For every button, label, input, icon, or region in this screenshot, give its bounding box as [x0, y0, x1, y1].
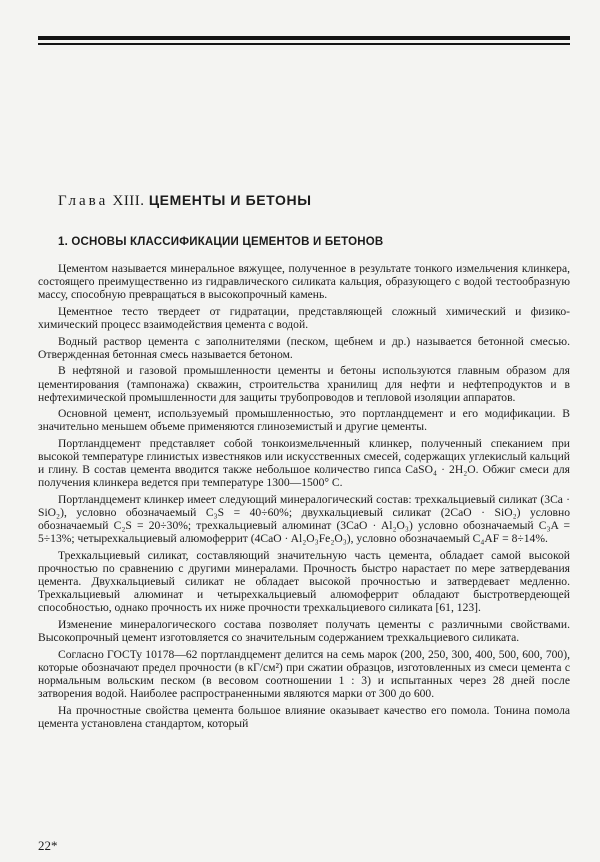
body-text: [38, 262, 570, 734]
chapter-title: ЦЕМЕНТЫ И БЕТОНЫ: [148, 192, 312, 208]
chapter-prefix: Глава: [58, 193, 109, 209]
paragraph: Изменение минералогического состава позволяет получать цементы с различными свойствами. Высокопрочный цемент изготовляется со значительным содержанием трехкальциевого силиката.: [38, 618, 570, 645]
paragraph: Цементом называется минеральное вяжущее, полученное в результате тонкого измельчения клинкера, состоящего преимущественно из гидравлического силиката кальция, образующего с водой тестообразную массу, способную превращаться в высокопрочный камень.: [38, 262, 570, 302]
section-heading: 1. ОСНОВЫ КЛАССИФИКАЦИИ ЦЕМЕНТОВ И БЕТОНОВ: [58, 236, 384, 248]
paragraph: Водный раствор цемента с заполнителями (песком, щебнем и др.) называется бетонной смесью. Отвержденная бетонная смесь называется бетоном.: [38, 334, 570, 361]
paragraph: Цементное тесто твердеет от гидратации, представляющей сложный химический и физико-химический процесс взаимодействия цемента с водой.: [38, 304, 570, 331]
chapter-number: XIII.: [112, 193, 145, 209]
paragraph: Портландцемент клинкер имеет следующий минералогический состав: трехкальциевый силикат (3Ca · SiO₂), условно обозначаемый C₃S = 40÷60%; двухкальциевый силикат (2CaO · SiO₂) условно обозначаемый C₂S = 20÷30%; трехкальциевый алюминат (3CaO · Al₂O₃) условно обозначаемый C₃A = 5÷13%; четырехкальциевый алюмоферрит (4CaO · Al₂O₃Fe₂O₃), условно обозначаемый C₄AF = 8÷14%.: [38, 493, 570, 546]
chapter-heading: [58, 192, 312, 210]
header-rule-thin: [38, 43, 570, 45]
header-rule-thick: [38, 36, 570, 40]
paragraph: На прочностные свойства цемента большое влияние оказывает качество его помола. Тонина помола цемента установлена стандартом, который: [38, 703, 570, 730]
page-number: 22*: [38, 838, 58, 853]
paragraph: В нефтяной и газовой промышленности цементы и бетоны используются главным образом для цементирования (тампонажа) скважин, строительства хранилищ для нефти и нефтепродуктов и в нефтехимической промышленности для защиты трубопроводов и тепловой изоляции аппаратов.: [38, 364, 570, 404]
paragraph: Трехкальциевый силикат, составляющий значительную часть цемента, обладает самой высокой прочностью по сравнению с другими минералами. Прочность быстро нарастает по мере затвердевания цемента. Двухкальциевый силикат не обладает высокой прочностью и затвердевает медленно. Трехкальциевый алюминат и четырехкальциевый алюмоферрит обладают быстротвердеющей способностью, однако прочность их ниже прочности трехкальциевого силиката [61, 123].: [38, 549, 570, 615]
paragraph: Основной цемент, используемый промышленностью, это портландцемент и его модификации. В значительно меньшем объеме применяются глиноземистый и другие цементы.: [38, 407, 570, 434]
paragraph: Согласно ГОСТу 10178—62 портландцемент делится на семь марок (200, 250, 300, 400, 500, 600, 700), которые обозначают предел прочности (в кГ/см²) при сжатии образцов, изготовленных из смеси цемента с нормальным вольским песком (в весовом соотношении 1 : 3) и испытанных через 28 дней после затворения водой. Наиболее распространенными являются марки от 300 до 600.: [38, 647, 570, 701]
paragraph: Портландцемент представляет собой тонкоизмельченный клинкер, полученный спеканием при высокой температуре глинистых известняков или искусственных смесей, содержащих углекислый кальций и глину. В состав цемента вводится также небольшое количество гипса CaSO₄ · 2H₂O. Обжиг смеси для получения клинкера ведется при температуре 1300—1500° С.: [38, 437, 570, 490]
